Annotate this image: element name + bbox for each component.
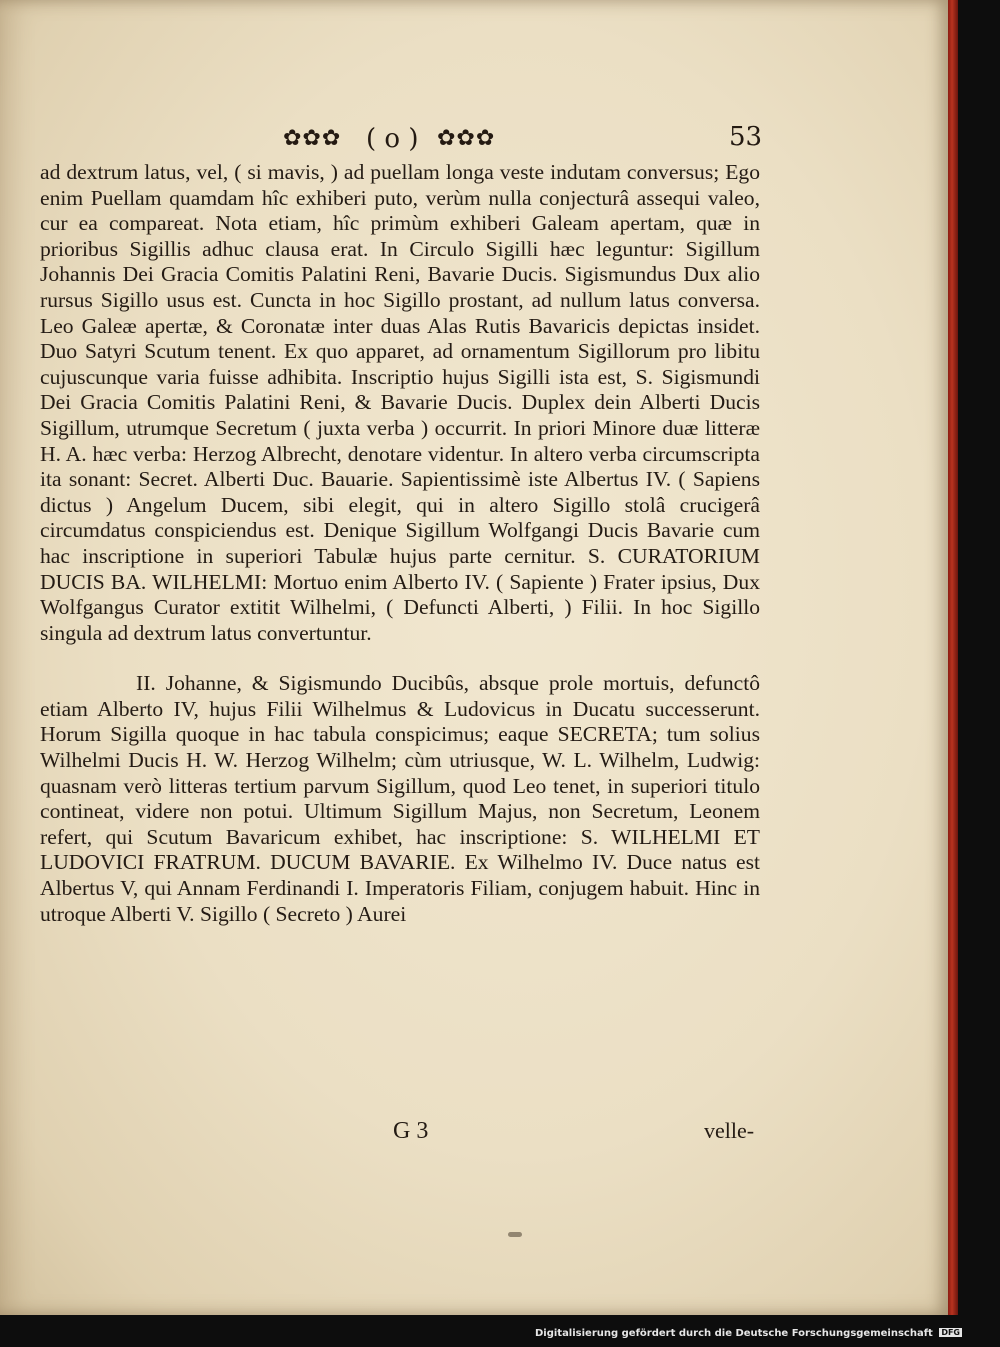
signature-mark: G 3 (393, 1118, 429, 1144)
paragraph-1: ad dextrum latus, vel, ( si mavis, ) ad puellam longa veste indutam conversus; Ego enim Puellam quamdam hîc exhiberi puto, verùm nulla conjecturâ assequi valeo, cur ea compareat. Nota etiam, hîc primùm exhiberi Galeam apertam, quæ in prioribus Sigillis adhuc clausa erat. In Circulo Sigilli hæc leguntur: Sigillum Johannis Dei Gracia Comitis Palatini Reni, Bavarie Ducis. Sigismundus Dux alio rursus Sigillo usus est. Cuncta in hoc Sigillo prostant, ad nullum latus conversa. Leo Galeæ apertæ, & Coronatæ inter duas Alas Rutis Bavaricis depictas insidet. Duo Satyri Scutum tenent. Ex quo apparet, ad ornamentum Sigillorum pro libitu cujuscunque varia fuisse adhibita. Inscriptio hujus Sigilli ista est, S. Sigismundi Dei Gracia Comitis Palatini Reni, & Bavarie Ducis. Duplex dein Alberti Ducis Sigillum, utrumque Secretum ( juxta verba ) occurrit. In priori Minore duæ litteræ H. A. hæc verba: Herzog Albrecht, denotare videntur. In altero verba circumscripta ita sonant: Secret. Alberti Duc. Bauarie. Sapientissimè iste Albertus IV. ( Sapiens dictus ) Angelum Ducem, sibi elegit, qui in altero Sigillo stolâ crucigerâ circumdatus conspiciendus est. Denique Sigillum Wolfgangi Ducis Bavarie cum hac inscriptione in superiori Tabulæ hujus parte cernitur. S. CURATORIUM DUCIS BA. WILHELMI: Mortuo enim Alberto IV. ( Sapiente ) Frater ipsius, Dux Wolfgangus Curator extitit Wilhelmi, ( Defuncti Alberti, ) Filii. In hoc Sigillo singula ad dextrum latus convertuntur. (40, 160, 760, 645)
ink-smudge (508, 1232, 522, 1237)
left-ornament: ✿✿✿ (283, 126, 342, 151)
funding-credit (0, 1328, 962, 1339)
page-number: 53 (729, 122, 763, 152)
dfg-logo: DFG (941, 1328, 960, 1337)
book-edge (948, 0, 958, 1315)
body-text (40, 160, 760, 927)
right-ornament: ✿✿✿ (437, 126, 496, 151)
header-center: ( o ) (366, 124, 419, 154)
paragraph-2: II. Johanne, & Sigismundo Ducibûs, absque prole mortuis, defunctô etiam Alberto IV, hujus Filii Wilhelmus & Ludovicus in Ducatu successerunt. Horum Sigilla quoque in hac tabula conspicimus; eaque SECRETA; tum solius Wilhelmi Ducis H. W. Herzog Wilhelm; cùm utriusque, W. L. Wilhelm, Ludwig: quasnam verò litteras tertium parvum Sigillum, quod Leo tenet, in superiori titulo contineat, videre non potui. Ultimum Sigillum Majus, non Secretum, Leonem refert, qui Scutum Bavaricum exhibet, hac inscriptione: S. WILHELMI ET LUDOVICI FRATRUM. DUCUM BAVARIE. Ex Wilhelmo IV. Duce natus est Albertus V, qui Annam Ferdinandi I. Imperatoris Filiam, conjugem habuit. Hinc in utroque Alberti V. Sigillo ( Secreto ) Aurei (40, 671, 760, 926)
catchword: velle- (704, 1118, 755, 1143)
credit-text: Digitalisierung gefördert durch die Deutsche Forschungsgemeinschaft (534, 1328, 933, 1339)
running-header (0, 122, 948, 158)
page-footer (0, 1118, 948, 1148)
